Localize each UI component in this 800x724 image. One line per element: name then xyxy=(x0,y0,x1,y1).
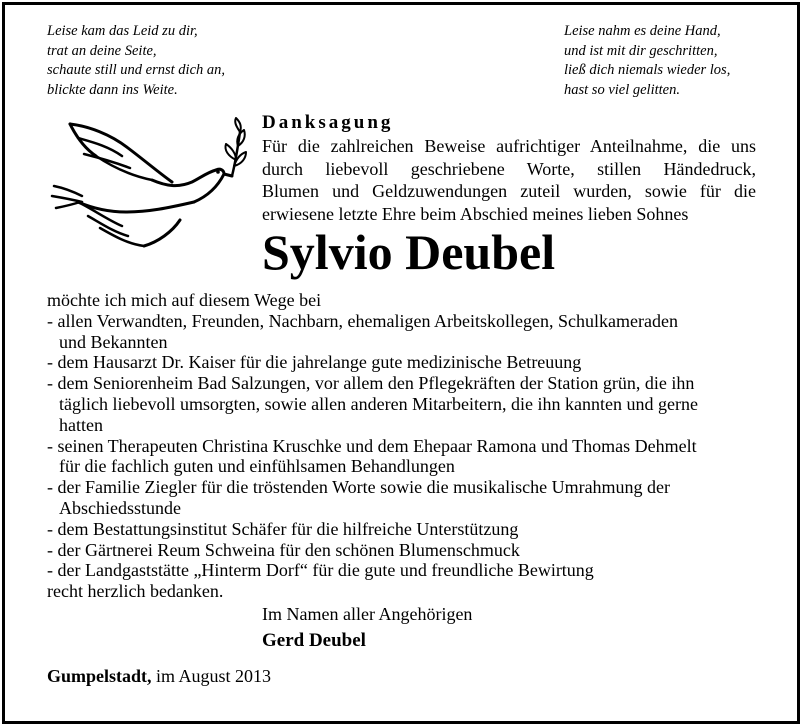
body-line: - dem Seniorenheim Bad Salzungen, vor allem den Pflegekräften der Station grün, die ihn xyxy=(47,373,695,394)
poem-line: Leise nahm es deine Hand, xyxy=(564,23,721,39)
poem-line: ließ dich niemals wieder los, xyxy=(564,62,731,78)
body-line: hatten xyxy=(59,414,103,435)
intro-line: Für die zahlreichen Beweise aufrichtiger Anteilnahme, die uns xyxy=(262,136,756,156)
body-line: - dem Bestattungsinstitut Schäfer für die hilfreiche Unterstützung xyxy=(47,518,519,539)
heading-thanks: Danksagung xyxy=(262,112,394,133)
place-date xyxy=(47,666,271,687)
poem-line: schaute still und ernst dich an, xyxy=(47,62,226,78)
poem-left xyxy=(47,22,225,100)
intro-line: Blumen und Geldzuwendungen zuteil wurden, sowie für die xyxy=(262,181,756,201)
body-line: - seinen Therapeuten Christina Kruschke und dem Ehepaar Ramona und Thomas Dehmelt xyxy=(47,435,697,456)
poem-line: trat an deine Seite, xyxy=(47,42,157,59)
poem-line: hast so viel gelitten. xyxy=(564,81,680,98)
body-line: - dem Hausarzt Dr. Kaiser für die jahrelange gute medizinische Betreuung xyxy=(47,352,582,373)
dove-icon xyxy=(48,116,248,256)
thanks-list xyxy=(47,290,767,602)
body-line: - der Familie Ziegler für die tröstenden Worte sowie die musikalische Umrahmung der xyxy=(47,477,671,498)
poem-right xyxy=(564,22,730,100)
body-line: möchte ich mich auf diesem Wege bei xyxy=(47,290,322,310)
body-line: - der Landgaststätte „Hinterm Dorf“ für die gute und freundliche Bewirtung xyxy=(47,560,594,581)
body-line: und Bekannten xyxy=(59,331,168,352)
place: Gumpelstadt, xyxy=(47,666,152,686)
body-line: für die fachlich guten und einfühlsamen Behandlungen xyxy=(59,456,455,477)
date: im August 2013 xyxy=(156,666,272,686)
intro-line: durch liebevoll geschriebene Worte, stillen Händedruck, xyxy=(262,158,756,179)
closing-line: Im Namen aller Angehörigen xyxy=(262,604,473,624)
poem-line: Leise kam das Leid zu dir, xyxy=(47,23,198,39)
deceased-name: Sylvio Deubel xyxy=(262,224,556,280)
poem-line: und ist mit dir geschritten, xyxy=(564,42,718,59)
intro-line: erwiesene letzte Ehre beim Abschied meines lieben Sohnes xyxy=(262,203,689,224)
body-line: Abschiedsstunde xyxy=(59,497,181,518)
signature: Gerd Deubel xyxy=(262,630,366,651)
body-line: - allen Verwandten, Freunden, Nachbarn, ehemaligen Arbeitskollegen, Schulkameraden xyxy=(47,310,678,331)
body-line: - der Gärtnerei Reum Schweina für den schönen Blumenschmuck xyxy=(47,539,520,560)
poem-line: blickte dann ins Weite. xyxy=(47,81,178,98)
body-line: täglich liebevoll umsorgten, sowie allen anderen Mitarbeitern, die ihn kannten und gerne xyxy=(59,393,698,414)
intro-paragraph xyxy=(262,135,756,225)
body-line: recht herzlich bedanken. xyxy=(47,581,224,602)
